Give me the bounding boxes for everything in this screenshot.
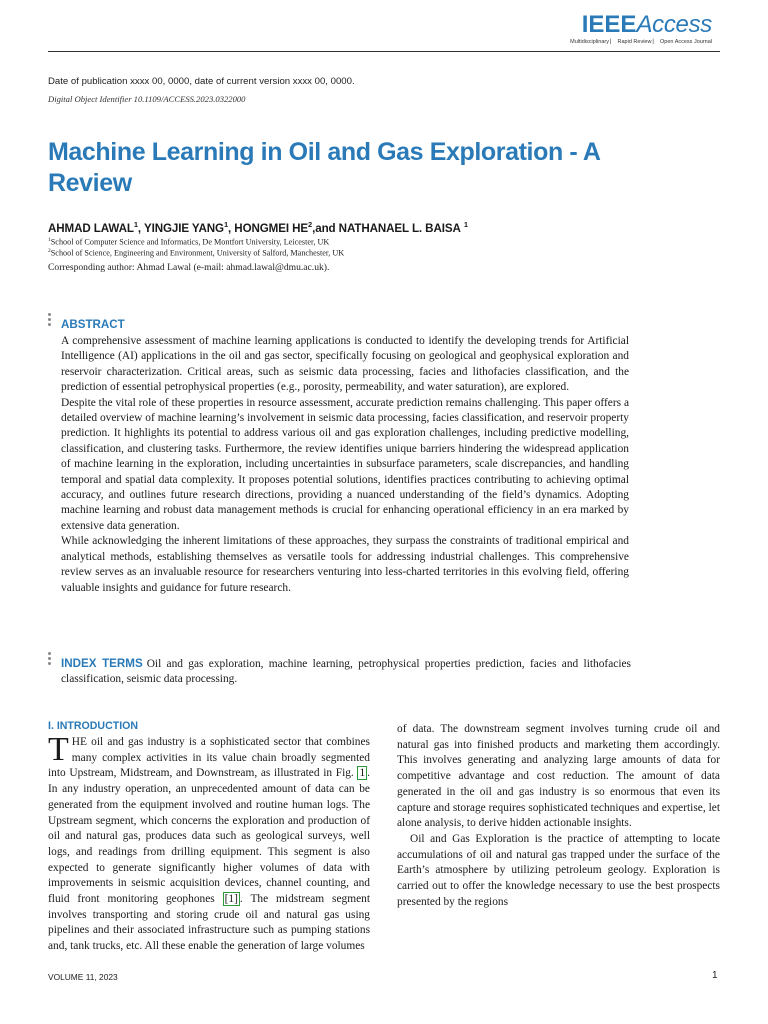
journal-brand [570, 12, 712, 46]
section-dots-icon [48, 652, 52, 667]
affiliation-2: $^2$School of Science, Engineering and Environment, University of Salford, Manchester, UK [48, 248, 345, 258]
header-rule [48, 51, 720, 52]
publication-date: Date of publication xxxx 00, 0000, date of current version xxxx 00, 0000. [48, 76, 355, 87]
affiliation-1: $^1$School of Computer Science and Informatics, De Montfort University, Leicester, UK [48, 237, 330, 247]
intro-text-right: of data. The downstream segment involves turning crude oil and natural gas into finished products and marketing them accordingly. This involves generating and analyzing large amounts of data for competitive advantage and cost reduction. The amount of data generated in the oil and gas industry is so enormous that even its capture and storage requires sophisticated techniques and expertise, let alone analysis, to derive hidden actionable insights. [397, 723, 720, 830]
left-column [48, 720, 370, 955]
abstract-heading: ABSTRACT [61, 318, 125, 331]
figure-link[interactable]: 1 [359, 767, 366, 780]
author: AHMAD LAWAL [48, 221, 134, 235]
journal-tagline: Multidisciplinary ⎸ Rapid Review ⎸ Open Access Journal [570, 39, 712, 45]
page-number: 1 [712, 970, 718, 981]
author: NATHANAEL L. BAISA [338, 221, 461, 235]
corresponding-author: Corresponding author: Ahmad Lawal (e-mail: ahmad.lawal@dmu.ac.uk). [48, 262, 330, 273]
abstract-paragraph: Despite the vital role of these properties in resource assessment, accurate prediction remains challenging. This paper offers a detailed overview of machine learning’s involvement in seismic data processing, facies classification, and reservoir property prediction. It highlights its potential to address various oil and gas exploration challenges, including predictive modelling, classification, and clustering tasks. Furthermore, the review identifies unique barriers hindering the widespread application of machine learning in the exploration, including uncertainties in subsurface parameters, scale discrepancies, and handling temporal and spatial data complexity. It proposes potential solutions, identifies practices contributing to achieving optimal accuracy, and outlines future research directions, providing a nuanced understanding of the field’s dynamics. Adopting machine learning and robust data management methods is crucial for enhancing operational efficiency in an era marked by extensive data generation. [61, 396, 629, 532]
intro-text-left: THE oil and gas industry is a sophisticated sector that combines many complex activities in its value chain broadly segmented into Upstream, Midstream, and Downstream, as illustrated in Fig. 1 . In any industry operation, an unprecedented amount of data can be generated from the equipment involved and routine human logs. The Upstream segment, which concerns the exploration and production of oil and natural gas, produces data such as geological surveys, well logs, and readings from drilling equipment. This segment is also expected to generate significantly higher volumes of data with improvements in seismic acquisition devices, channel counting, and fluid front monitoring geophones [1] . The midstream segment involves transporting and storing crude oil and natural gas using pipelines and their associated infrastructure such as pumping stations and, tank trucks, etc. All these enable the generation of large volumes [48, 731, 371, 953]
author: YINGJIE YANG [143, 221, 224, 235]
author: HONGMEI HE [234, 221, 309, 235]
footer-volume: VOLUME 11, 2023 [48, 972, 118, 982]
intro-paragraph-2: Oil and Gas Exploration is the practice of attempting to locate accumulations of oil and natural gas trapped under the surface of the Earth’s atmosphere by utilizing petroleum geology. Exploration is carried out to offer the knowledge necessary to use the best prospects presented by the regions [397, 832, 720, 908]
doi: Digital Object Identifier 10.1109/ACCESS.2023.0322000 [48, 94, 246, 104]
abstract-paragraph: While acknowledging the inherent limitations of these approaches, they surpass the constraints of traditional empirical and analytical methods, establishing themselves as versatile tools for addressing industrial challenges. This comprehensive review serves as an invaluable resource for researchers venturing into less-charted territories in this evolving field, offering valuable insights and guidance for future research. [61, 535, 629, 594]
index-terms [61, 656, 631, 688]
section-dots-icon [48, 313, 52, 328]
index-terms-text: Oil and gas exploration, machine learning, petrophysical properties prediction, facies and lithofacies classification, seismic data processing. [61, 658, 631, 686]
drop-cap: T [48, 731, 69, 768]
author-list: AHMAD LAWAL$^1$, YINGJIE YANG$^1$, HONGMEI $HE^2,and$ NATHANAEL L. BAISA $^1$ [48, 220, 468, 235]
right-column [397, 722, 720, 910]
citation-link[interactable]: [1] [224, 893, 238, 906]
index-terms-heading: INDEX TERMS [61, 657, 143, 670]
abstract-paragraph: A comprehensive assessment of machine learning applications is conducted to identify the developing trends for Artificial Intelligence (AI) applications in the oil and gas sector, specifically focusing on geological and geophysical exploration and reservoir characterization. Critical areas, such as seismic data processing, facies and lithofacies classification, and the prediction of essential petrophysical properties (e.g., porosity, permeability, and water saturation), are explored. [61, 335, 629, 394]
section-heading-introduction: I. INTRODUCTION [48, 720, 139, 732]
abstract-body [61, 334, 629, 596]
ieee-access-logo: IEEEAccess [581, 11, 712, 38]
paper-title: Machine Learning in Oil and Gas Exploration - A Review [48, 138, 600, 197]
